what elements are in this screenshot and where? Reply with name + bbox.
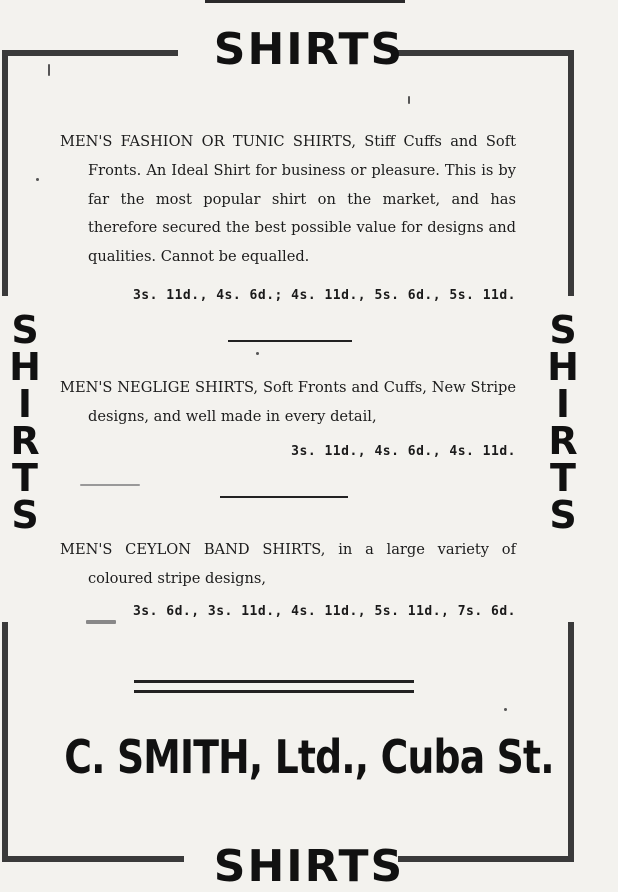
side-letter: S	[549, 493, 577, 537]
item-description: MEN'S FASHION OR TUNIC SHIRTS, Stiff Cuffs and Soft Fronts. An Ideal Shirt for business or pleasure. This is by far the most popular shirt on the market, and has therefore secured the best possible value for designs and qualities. Cannot be equalled.	[60, 133, 516, 266]
separator	[220, 496, 348, 498]
double-rule-bottom	[134, 690, 414, 693]
side-letters-left	[0, 308, 50, 537]
side-letter: T	[550, 456, 576, 500]
border-left-lower	[2, 622, 8, 862]
print-speck	[36, 178, 39, 181]
print-speck	[256, 352, 259, 355]
side-letter: T	[12, 456, 38, 500]
side-letter: R	[548, 419, 578, 463]
item-description: MEN'S NEGLIGE SHIRTS, Soft Fronts and Cuffs, New Stripe designs, and well made in every detail,	[60, 379, 516, 425]
header-banner: SHIRTS	[213, 24, 405, 75]
side-letter: S	[549, 308, 577, 352]
side-letter: S	[11, 308, 39, 352]
side-letters-right	[538, 308, 588, 537]
border-right-lower	[568, 622, 574, 862]
print-speck	[408, 96, 410, 104]
item-description: MEN'S CEYLON BAND SHIRTS, in a large variety of coloured stripe designs,	[60, 541, 516, 587]
side-letter: S	[11, 493, 39, 537]
firm-name: C. SMITH, Ltd., Cuba St.	[64, 730, 554, 784]
top-edge-rule	[205, 0, 405, 3]
double-rule-top	[134, 680, 414, 683]
item-prices: 3s. 11d., 4s. 6d.; 4s. 11d., 5s. 6d., 5s. 11d.	[132, 288, 516, 303]
border-right-upper	[568, 50, 574, 296]
item-prices: 3s. 6d., 3s. 11d., 4s. 11d., 5s. 11d., 7s. 6d.	[132, 604, 516, 619]
print-speck	[80, 484, 140, 486]
footer-banner: SHIRTS	[213, 841, 405, 892]
side-letter: I	[555, 382, 571, 426]
border-left-upper	[2, 50, 8, 296]
side-letter: H	[547, 345, 579, 389]
separator	[228, 340, 352, 342]
side-letter: H	[9, 345, 41, 389]
print-speck	[86, 620, 116, 624]
item-prices: 3s. 11d., 4s. 6d., 4s. 11d.	[291, 444, 516, 459]
print-speck	[504, 708, 507, 711]
side-letter: I	[17, 382, 33, 426]
print-speck	[48, 64, 50, 76]
side-letter: R	[10, 419, 40, 463]
